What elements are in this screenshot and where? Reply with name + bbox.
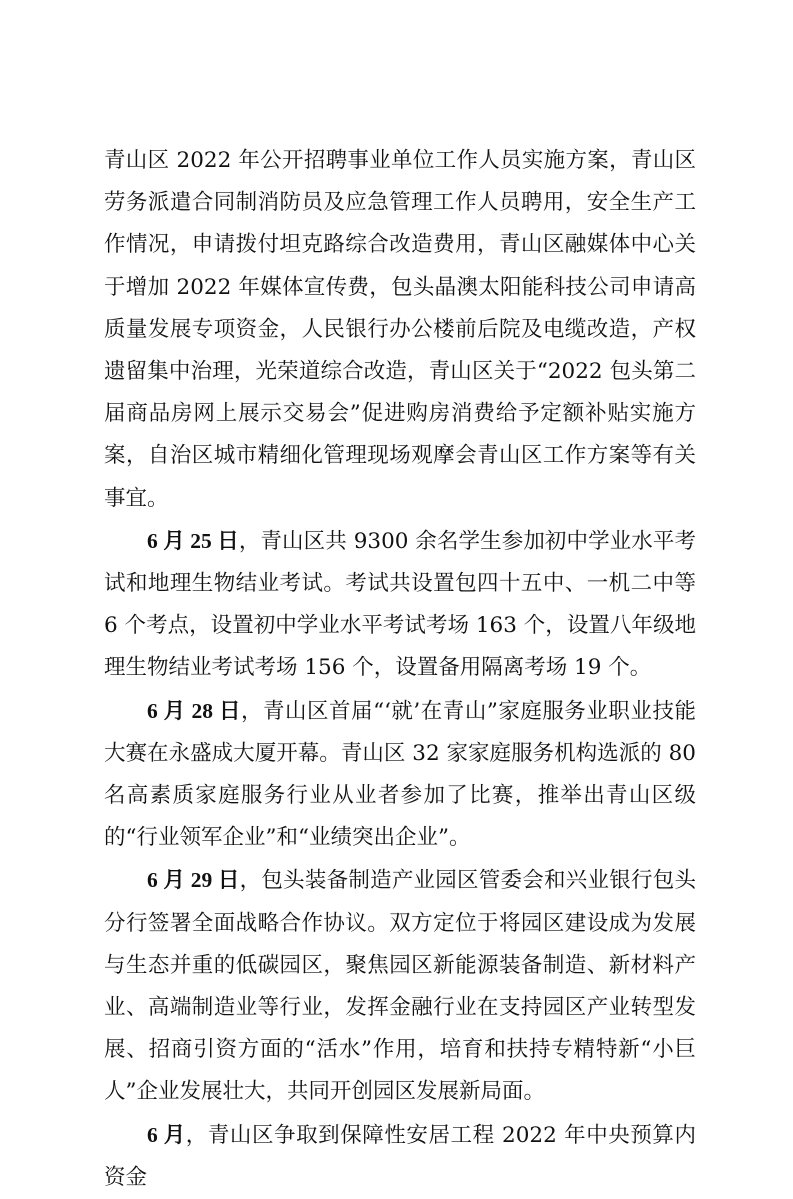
paragraph-text: 青山区 2022 年公开招聘事业单位工作人员实施方案，青山区劳务派遣合同制消防员及应急管理工作人员聘用，安全生产工作情况，申请拨付坦克路综合改造费用，青山区融媒体中心关于增加 2022 年媒体宣传费，包头晶澳太阳能科技公司申请高质量发展专项资金，人民银行办公楼前后院及电缆改造，产权遗留集中治理，光荣道综合改造，青山区关于“2022 包头第二届商品房网上展示交易会”促进购房消费给予定额补贴实施方案，自治区城市精细化管理现场观摩会青山区工作方案等有关事宜。	[104, 148, 696, 511]
paragraph-date: 6 月 29 日	[147, 868, 240, 893]
paragraph-date: 6 月	[147, 1122, 186, 1147]
paragraph-text: ，青山区共 9300 余名学生参加初中学业水平考试和地理生物结业考试。考试共设置包四十五中、一机二中等 6 个考点，设置初中学业水平考试考场 163 个，设置八年级地理生物结业考试考场 156 个，设置备用隔离考场 19 个。	[104, 528, 696, 681]
document-body	[104, 140, 696, 1199]
paragraph-continuation	[104, 140, 696, 520]
paragraph-date: 6 月 25 日	[147, 528, 239, 553]
paragraph-june	[104, 1114, 696, 1199]
paragraph-text: ，包头装备制造产业园区管委会和兴业银行包头分行签署全面战略合作协议。双方定位于将园区建设成为发展与生态并重的低碳园区，聚焦园区新能源装备制造、新材料产业、高端制造业等行业，发挥金融行业在支持园区产业转型发展、招商引资方面的“活水”作用，培育和扶持专精特新“小巨人”企业发展壮大，共同开创园区发展新局面。	[104, 868, 696, 1105]
paragraph-june-29	[104, 859, 696, 1113]
paragraph-june-28	[104, 690, 696, 860]
paragraph-text: ，青山区争取到保障性安居工程 2022 年中央预算内资金	[104, 1122, 696, 1190]
paragraph-text: ，青山区首届“‘就’在青山”家庭服务业职业技能大赛在永盛成大厦开幕。青山区 32 家家庭服务机构选派的 80 名高素质家庭服务行业从业者参加了比赛，推举出青山区级的“行业领军企业”和“业绩突出企业”。	[104, 698, 696, 851]
paragraph-june-25	[104, 520, 696, 690]
paragraph-date: 6 月 28 日	[147, 698, 241, 723]
